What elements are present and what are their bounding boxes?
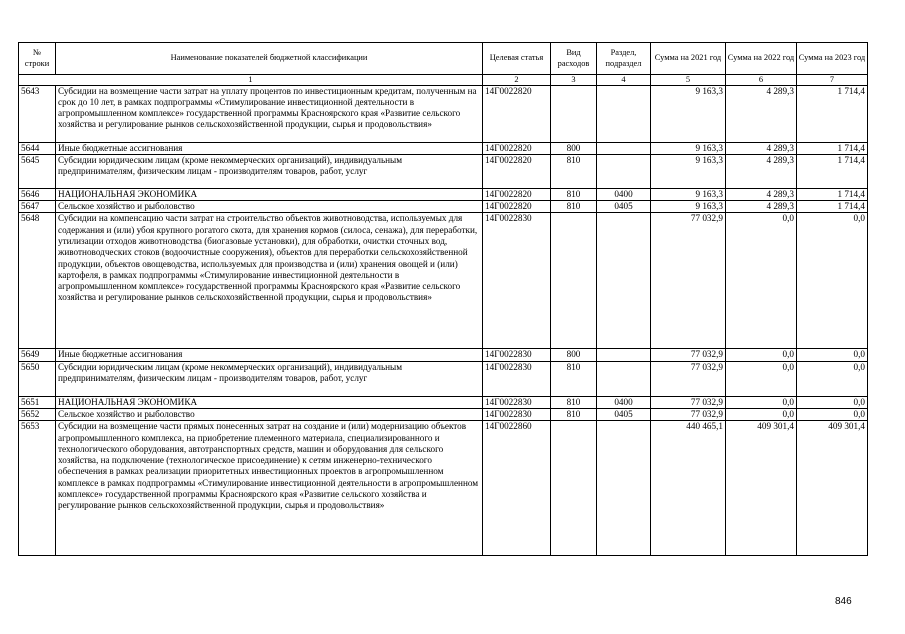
row-number: 5645 bbox=[19, 154, 56, 188]
header-sum-2021: Сумма на 2021 год bbox=[651, 43, 726, 75]
column-index: 5 bbox=[651, 75, 726, 86]
column-index: 3 bbox=[551, 75, 597, 86]
table-row bbox=[19, 408, 868, 420]
sum-2021: 9 163,3 bbox=[651, 201, 726, 213]
expense-type: 810 bbox=[551, 396, 597, 408]
header-section: Раздел, подраздел bbox=[597, 43, 651, 75]
sum-2021: 9 163,3 bbox=[651, 142, 726, 154]
table-row bbox=[19, 201, 868, 213]
expense-type bbox=[551, 421, 597, 556]
row-number: 5650 bbox=[19, 361, 56, 396]
item-name: Субсидии юридическим лицам (кроме некоммерческих организаций), индивидуальным предпринимателям, физическим лицам - производителям товаров, работ, услуг bbox=[56, 361, 483, 396]
table-row bbox=[19, 349, 868, 361]
table-row bbox=[19, 154, 868, 188]
sum-2021: 77 032,9 bbox=[651, 396, 726, 408]
sum-2021: 77 032,9 bbox=[651, 361, 726, 396]
sum-2021: 77 032,9 bbox=[651, 349, 726, 361]
expense-type: 810 bbox=[551, 201, 597, 213]
sum-2023: 0,0 bbox=[797, 396, 868, 408]
target-article: 14Г0022830 bbox=[483, 349, 551, 361]
sum-2021: 77 032,9 bbox=[651, 213, 726, 349]
sum-2023: 409 301,4 bbox=[797, 421, 868, 556]
table-row bbox=[19, 361, 868, 396]
sum-2023: 1 714,4 bbox=[797, 142, 868, 154]
column-index: 4 bbox=[597, 75, 651, 86]
item-name: Субсидии юридическим лицам (кроме некоммерческих организаций), индивидуальным предпринимателям, физическим лицам - производителям товаров, работ, услуг bbox=[56, 154, 483, 188]
target-article: 14Г0022820 bbox=[483, 188, 551, 200]
item-name: Сельское хозяйство и рыболовство bbox=[56, 201, 483, 213]
sum-2022: 0,0 bbox=[726, 213, 797, 349]
item-name: Субсидии на возмещение части прямых понесенных затрат на создание и (или) модернизацию объектов агропромышленного комплекса, на приобретение племенного материала, специализированного и технологического оборудования, автотранспортных средств, машин и оборудования для сельского хозяйства, на подключение (технологическое присоединение) к сетям инженерно-технического обеспечения в рамках реализации приоритетных инвестиционных проектов в агропромышленном комплексе в рамках подпрограммы «Стимулирование инвестиционной деятельности в агропромышленном комплексе» государственной программы Красноярского края «Развитие сельского хозяйства и регулирование рынков сельскохозяйственной продукции, сырья и продовольствия» bbox=[56, 421, 483, 556]
header-expense-type: Вид расходов bbox=[551, 43, 597, 75]
section-code: 0405 bbox=[597, 201, 651, 213]
section-code: 0400 bbox=[597, 396, 651, 408]
target-article: 14Г0022820 bbox=[483, 85, 551, 142]
sum-2021: 9 163,3 bbox=[651, 85, 726, 142]
sum-2022: 0,0 bbox=[726, 349, 797, 361]
row-number: 5643 bbox=[19, 85, 56, 142]
header-target-article: Целевая статья bbox=[483, 43, 551, 75]
target-article: 14Г0022820 bbox=[483, 142, 551, 154]
sum-2022: 0,0 bbox=[726, 361, 797, 396]
section-code bbox=[597, 421, 651, 556]
sum-2022: 4 289,3 bbox=[726, 154, 797, 188]
expense-type: 810 bbox=[551, 361, 597, 396]
sum-2022: 0,0 bbox=[726, 396, 797, 408]
section-code bbox=[597, 361, 651, 396]
section-code bbox=[597, 142, 651, 154]
item-name: Сельское хозяйство и рыболовство bbox=[56, 408, 483, 420]
expense-type: 800 bbox=[551, 349, 597, 361]
header-sum-2022: Сумма на 2022 год bbox=[726, 43, 797, 75]
sum-2023: 0,0 bbox=[797, 213, 868, 349]
row-number: 5649 bbox=[19, 349, 56, 361]
header-row-number: № строки bbox=[19, 43, 56, 75]
table-row bbox=[19, 396, 868, 408]
sum-2023: 0,0 bbox=[797, 349, 868, 361]
sum-2021: 9 163,3 bbox=[651, 154, 726, 188]
target-article: 14Г0022830 bbox=[483, 361, 551, 396]
sum-2022: 0,0 bbox=[726, 408, 797, 420]
row-number: 5647 bbox=[19, 201, 56, 213]
expense-type: 810 bbox=[551, 154, 597, 188]
row-number: 5652 bbox=[19, 408, 56, 420]
expense-type: 800 bbox=[551, 142, 597, 154]
sum-2022: 4 289,3 bbox=[726, 188, 797, 200]
row-number: 5646 bbox=[19, 188, 56, 200]
target-article: 14Г0022860 bbox=[483, 421, 551, 556]
column-index: 2 bbox=[483, 75, 551, 86]
expense-type bbox=[551, 85, 597, 142]
expense-type: 810 bbox=[551, 188, 597, 200]
column-index-row bbox=[19, 75, 868, 86]
sum-2022: 4 289,3 bbox=[726, 85, 797, 142]
expense-type: 810 bbox=[551, 408, 597, 420]
item-name: Иные бюджетные ассигнования bbox=[56, 349, 483, 361]
item-name: Иные бюджетные ассигнования bbox=[56, 142, 483, 154]
item-name: НАЦИОНАЛЬНАЯ ЭКОНОМИКА bbox=[56, 188, 483, 200]
sum-2023: 1 714,4 bbox=[797, 188, 868, 200]
section-code bbox=[597, 85, 651, 142]
sum-2023: 0,0 bbox=[797, 361, 868, 396]
column-index: 1 bbox=[19, 75, 483, 86]
sum-2023: 1 714,4 bbox=[797, 85, 868, 142]
sum-2021: 9 163,3 bbox=[651, 188, 726, 200]
section-code: 0405 bbox=[597, 408, 651, 420]
column-index: 7 bbox=[797, 75, 868, 86]
section-code bbox=[597, 154, 651, 188]
table-row bbox=[19, 213, 868, 349]
target-article: 14Г0022830 bbox=[483, 408, 551, 420]
sum-2022: 409 301,4 bbox=[726, 421, 797, 556]
sum-2023: 0,0 bbox=[797, 408, 868, 420]
header-name: Наименование показателей бюджетной классификации bbox=[56, 43, 483, 75]
table-row bbox=[19, 142, 868, 154]
section-code bbox=[597, 349, 651, 361]
sum-2023: 1 714,4 bbox=[797, 201, 868, 213]
row-number: 5653 bbox=[19, 421, 56, 556]
row-number: 5644 bbox=[19, 142, 56, 154]
target-article: 14Г0022820 bbox=[483, 154, 551, 188]
sum-2021: 77 032,9 bbox=[651, 408, 726, 420]
item-name: НАЦИОНАЛЬНАЯ ЭКОНОМИКА bbox=[56, 396, 483, 408]
target-article: 14Г0022820 bbox=[483, 201, 551, 213]
table-body bbox=[19, 85, 868, 556]
item-name: Субсидии на возмещение части затрат на уплату процентов по инвестиционным кредитам, полученным на срок до 10 лет, в рамках подпрограммы «Стимулирование инвестиционной деятельности в агропромышленном комплексе» государственной программы Красноярского края «Развитие сельского хозяйства и регулирование рынков сельскохозяйственной продукции, сырья и продовольствия» bbox=[56, 85, 483, 142]
expense-type bbox=[551, 213, 597, 349]
sum-2023: 1 714,4 bbox=[797, 154, 868, 188]
target-article: 14Г0022830 bbox=[483, 213, 551, 349]
header-sum-2023: Сумма на 2023 год bbox=[797, 43, 868, 75]
section-code: 0400 bbox=[597, 188, 651, 200]
table-row bbox=[19, 188, 868, 200]
table-row bbox=[19, 421, 868, 556]
sum-2021: 440 465,1 bbox=[651, 421, 726, 556]
column-index: 6 bbox=[726, 75, 797, 86]
item-name: Субсидии на компенсацию части затрат на строительство объектов животноводства, используемых для содержания и (или) убоя крупного рогатого скота, для хранения кормов (силоса, сенажа), для переработки, утилизации отходов животноводства (биогазовые установки), для обработки, очистки сточных вод, животноводческих стоков (водоочистные сооружения), объектов для переработки сельскохозяйственной продукции, объектов овощеводства, используемых для производства и (или) хранения овощей и (или) картофеля, в рамках подпрограммы «Стимулирование инвестиционной деятельности в агропромышленном комплексе» государственной программы Красноярского края «Развитие сельского хозяйства и регулирование рынков сельскохозяйственной продукции, сырья и продовольствия» bbox=[56, 213, 483, 349]
sum-2022: 4 289,3 bbox=[726, 142, 797, 154]
budget-table bbox=[18, 42, 868, 556]
row-number: 5648 bbox=[19, 213, 56, 349]
section-code bbox=[597, 213, 651, 349]
table-row bbox=[19, 85, 868, 142]
page-number: 846 bbox=[835, 596, 852, 607]
target-article: 14Г0022830 bbox=[483, 396, 551, 408]
row-number: 5651 bbox=[19, 396, 56, 408]
sum-2022: 4 289,3 bbox=[726, 201, 797, 213]
table-header-row bbox=[19, 43, 868, 75]
